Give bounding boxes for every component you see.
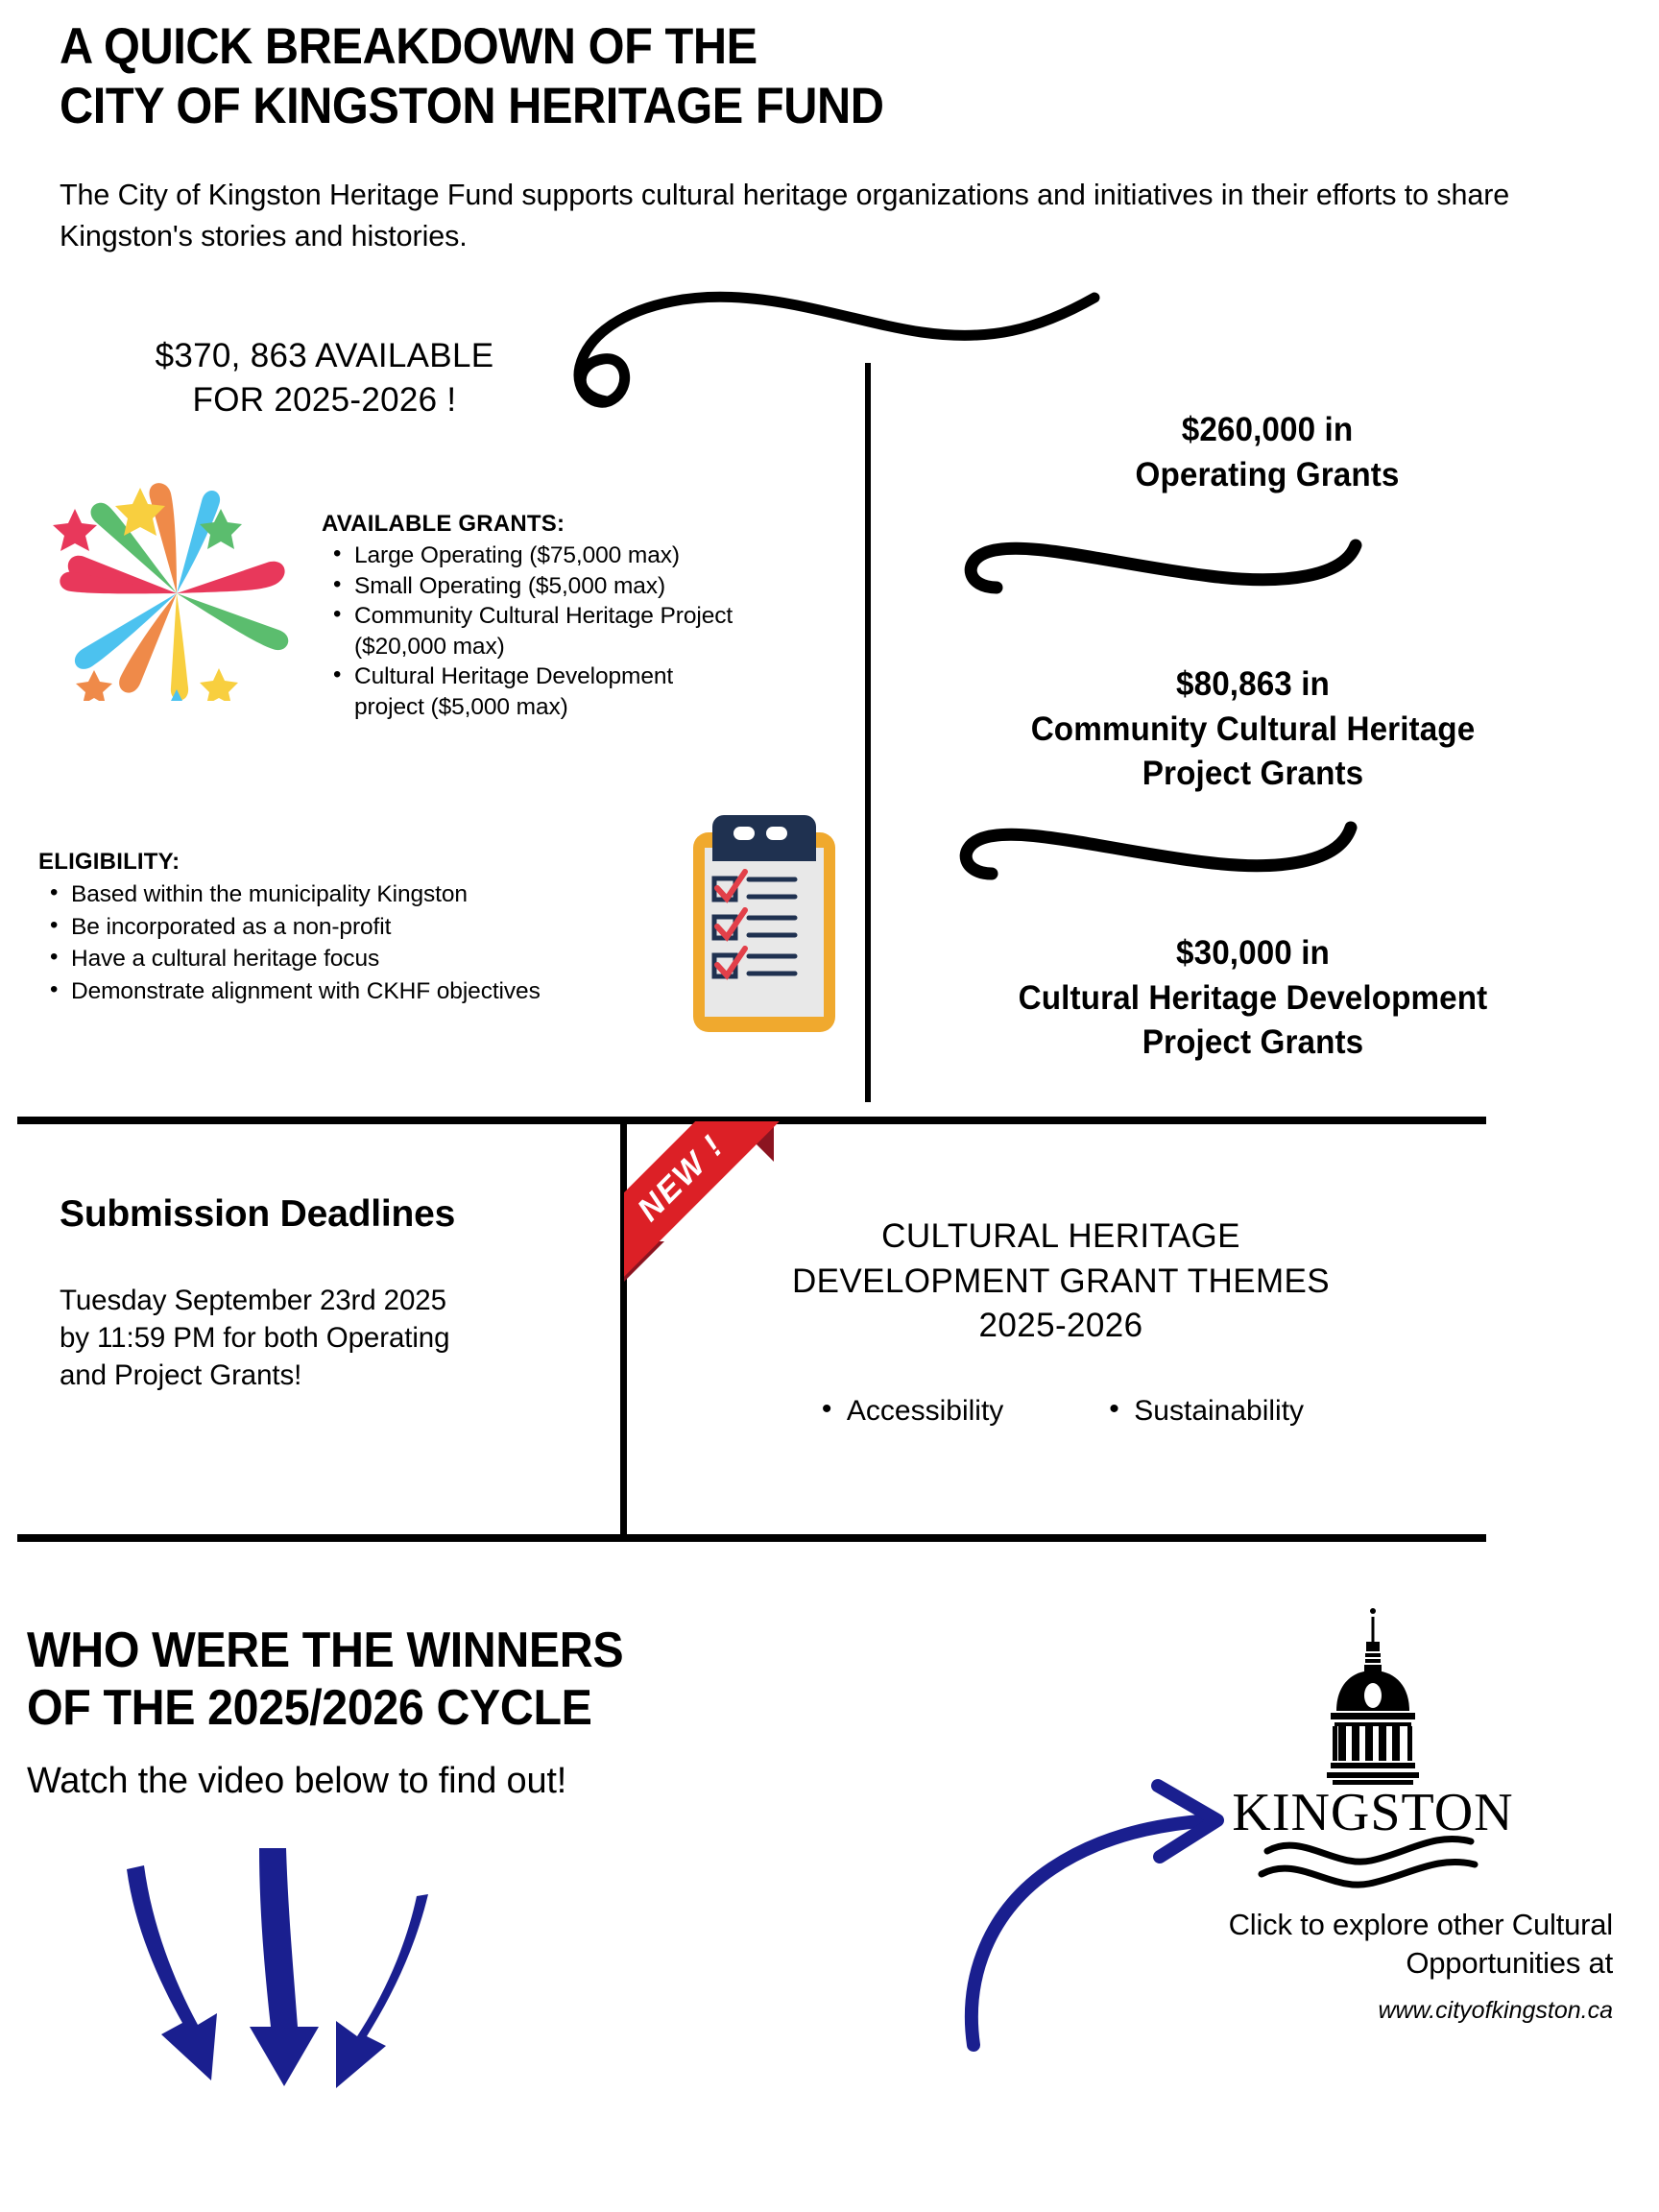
available-grants-block	[322, 511, 821, 723]
eligibility-list	[38, 878, 653, 1007]
deadline-line-2: by 11:59 PM for both Operating	[60, 1322, 450, 1355]
horizontal-divider-2	[17, 1534, 1486, 1542]
winners-block	[27, 1623, 891, 1802]
available-grants-list	[322, 541, 821, 723]
amount-block-community-project	[883, 662, 1623, 797]
themes-title-line-1: CULTURAL HERITAGE	[881, 1217, 1240, 1255]
deadline-line-1: Tuesday September 23rd 2025	[60, 1285, 446, 1316]
amount-label: Operating Grants	[1135, 455, 1400, 493]
logo-caption-line-2: Opportunities at	[1406, 1945, 1613, 1980]
amount-value: $260,000 in	[1181, 411, 1354, 448]
list-item-continuation: project ($5,000 max)	[354, 693, 568, 720]
winners-title-line-2: OF THE 2025/2026 CYCLE	[27, 1679, 592, 1736]
amount-label: Cultural Heritage Development	[1018, 978, 1488, 1017]
amount-block-development-project	[883, 931, 1623, 1066]
themes-title-line-2: DEVELOPMENT GRANT THEMES	[792, 1262, 1330, 1300]
available-grants-heading: AVAILABLE GRANTS:	[322, 511, 565, 537]
themes-title-line-3: 2025-2026	[978, 1307, 1143, 1345]
amount-label: Community Cultural Heritage	[1030, 709, 1476, 748]
confetti-burst-icon	[40, 480, 319, 701]
page-title-line-1: A QUICK BREAKDOWN OF THE	[60, 18, 757, 75]
winners-subtitle: Watch the video below to find out!	[27, 1760, 567, 1801]
amount-value: $30,000 in	[1176, 934, 1330, 972]
vertical-divider-upper	[865, 363, 871, 1102]
winners-title-line-1: WHO WERE THE WINNERS	[27, 1623, 624, 1678]
list-item: • Have a cultural heritage focus	[38, 943, 653, 975]
list-item: • Based within the municipality Kingston	[38, 878, 653, 911]
eligibility-heading: ELIGIBILITY:	[38, 849, 180, 875]
list-item: • Community Cultural Heritage Project	[322, 601, 821, 632]
list-item: • Small Operating ($5,000 max)	[322, 571, 821, 602]
amount-block-operating	[912, 408, 1623, 497]
page-title-line-2: CITY OF KINGSTON HERITAGE FUND	[60, 78, 884, 134]
down-arrows-icon	[106, 1839, 470, 2127]
logo-caption-line-1: Click to explore other Cultural	[1228, 1908, 1613, 1941]
underline-swash-icon	[922, 518, 1459, 614]
development-grant-themes-block	[662, 1214, 1459, 1428]
amount-value: $80,863 in	[1176, 665, 1330, 703]
available-amount-line: $370, 863 AVAILABLE	[155, 337, 494, 374]
available-funding-callout	[75, 334, 574, 422]
website-url[interactable]: www.cityofkingston.ca	[1378, 1997, 1613, 2024]
page-subtitle: The City of Kingston Heritage Fund supports cultural heritage organizations and initiatives in their efforts to share Kingston's stories and histories.	[60, 179, 1510, 253]
theme-item: • Sustainability	[1105, 1395, 1304, 1428]
eligibility-block	[38, 849, 653, 1007]
deadline-line-3: and Project Grants!	[60, 1359, 302, 1392]
ribbon-label: NEW !	[624, 1121, 786, 1284]
amount-label-2: Project Grants	[1142, 1023, 1364, 1062]
list-item: • Be incorporated as a non-profit	[38, 911, 653, 944]
submission-deadlines-block	[60, 1193, 597, 1395]
underline-swash-icon	[917, 805, 1455, 901]
theme-item: • Accessibility	[818, 1395, 1003, 1428]
curved-arrow-icon	[960, 1757, 1267, 2064]
kingston-wordmark-text: KINGSTON	[1232, 1783, 1514, 1842]
deadlines-title: Submission Deadlines	[60, 1193, 456, 1235]
list-item-continuation: ($20,000 max)	[354, 633, 505, 660]
kingston-city-logo[interactable]	[1229, 1603, 1517, 1891]
available-period-line: FOR 2025-2026 !	[192, 381, 457, 420]
list-item: • Large Operating ($75,000 max)	[322, 541, 821, 571]
page-header	[60, 17, 1596, 258]
clipboard-checklist-icon	[687, 811, 841, 1051]
list-item: • Demonstrate alignment with CKHF objectives	[38, 975, 653, 1008]
list-item: • Cultural Heritage Development	[322, 661, 821, 692]
amount-label-2: Project Grants	[1142, 755, 1364, 793]
